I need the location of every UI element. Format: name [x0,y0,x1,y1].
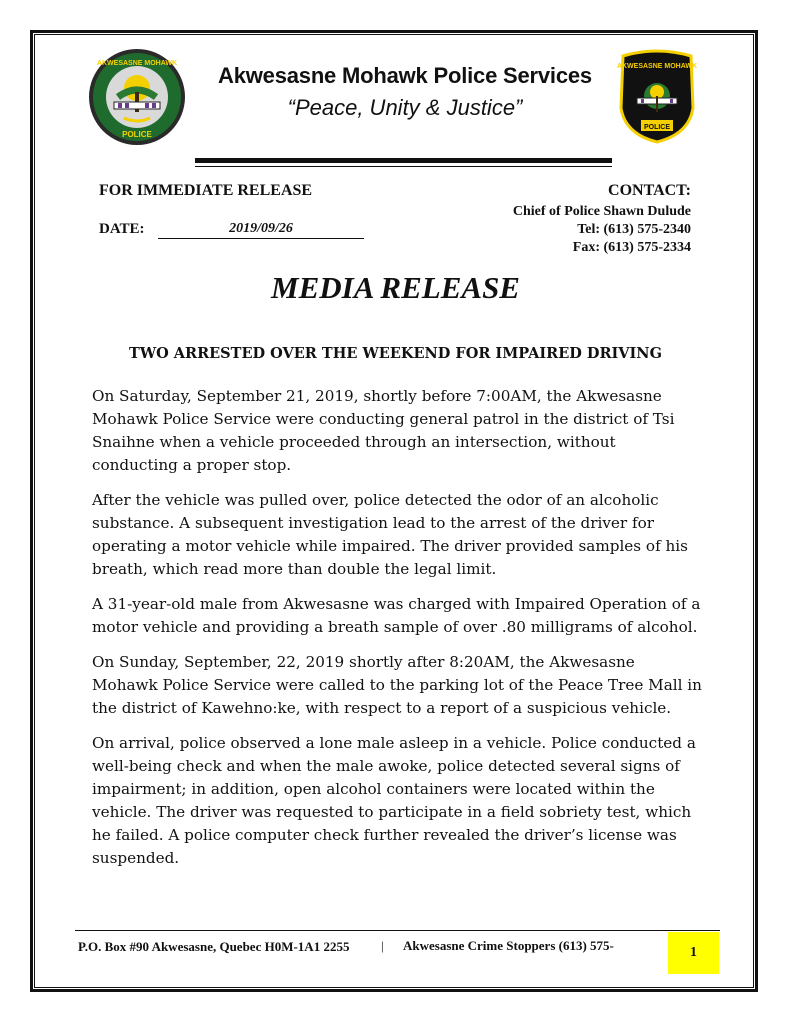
date-label: DATE: [99,221,145,237]
footer-crime-stoppers: Akwesasne Crime Stoppers (613) 575- [403,938,614,953]
contact-fax: Fax: (613) 575-2334 [572,240,691,255]
body-paragraph: A 31-year-old male from Akwesasne was charged with Impaired Operation of a motor vehicle and providing a breath sample of over .80 milligrams of alcohol. [92,595,701,636]
release-body [92,385,702,882]
release-headline: TWO ARRESTED OVER THE WEEKEND FOR IMPAIRED DRIVING [129,345,662,362]
document-title: MEDIA RELEASE [271,270,520,305]
organization-motto: “Peace, Unity & Justice” [287,95,523,120]
badge-left-top-text: AKWESASNE MOHAWK [96,60,178,67]
contact-tel: Tel: (613) 575-2340 [577,222,691,237]
body-paragraph: On Sunday, September, 22, 2019 shortly after 8:20AM, the Akwesasne Mohawk Police Service were called to the parking lot of the Peace Tree Mall in the district of Kawehno:ke, with respect to a report of a suspicious vehicle. [92,653,702,717]
footer-divider [75,930,720,931]
footer-address: P.O. Box #90 Akwesasne, Quebec H0M-1A1 2255 [78,939,350,954]
body-paragraph: On Saturday, September 21, 2019, shortly before 7:00AM, the Akwesasne Mohawk Police Service were conducting general patrol in the district of Tsi Snaihne when a vehicle proceeded through an intersection, without conducting a proper stop. [92,387,675,474]
police-badge-right-logo [617,48,697,144]
organization-name: Akwesasne Mohawk Police Services [218,63,592,88]
police-badge-left-logo [88,48,186,146]
footer-separator: | [381,938,384,953]
header-divider-thick [195,158,612,163]
immediate-release-label: FOR IMMEDIATE RELEASE [99,182,313,199]
badge-right-top-text: AKWESASNE MOHAWK [617,63,697,70]
date-value: 2019/09/26 [158,221,364,239]
contact-label: CONTACT: [608,182,691,199]
body-paragraph: On arrival, police observed a lone male asleep in a vehicle. Police conducted a well-being check and when the male awoke, police detected several signs of impairment; in addition, open alcohol containers were located within the vehicle. The driver was requested to participate in a field sobriety test, which he failed. A police computer check further revealed the driver’s license was suspended. [92,734,696,867]
badge-left-bottom-text: POLICE [122,130,152,139]
page-number-box [668,932,719,974]
contact-name: Chief of Police Shawn Dulude [512,204,691,219]
header-divider-thin [195,166,612,167]
badge-right-bottom-text: POLICE [643,124,671,131]
body-paragraph: After the vehicle was pulled over, police detected the odor of an alcoholic substance. A subsequent investigation lead to the arrest of the driver for operating a motor vehicle while impaired. The driver provided samples of his breath, which read more than double the legal limit. [92,491,688,578]
page-number: 1 [690,945,697,960]
